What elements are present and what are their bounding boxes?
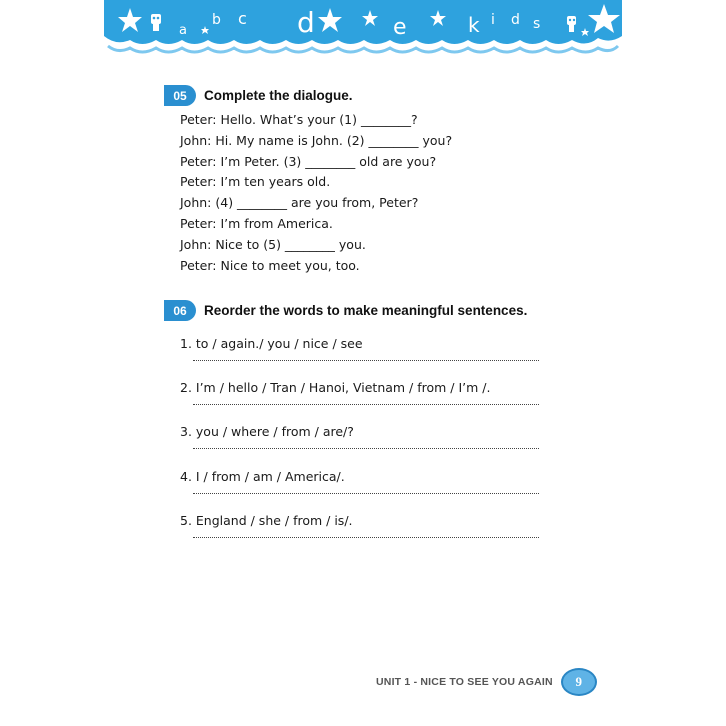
dialogue-line: John: Hi. My name is John. (2) ________ you? — [180, 132, 453, 148]
reorder-item — [180, 467, 491, 511]
banner-letter: c — [238, 9, 247, 28]
reorder-prompt: 3. you / where / from / are/? — [180, 424, 354, 440]
banner-letter: k — [468, 13, 480, 37]
answer-line[interactable] — [193, 360, 539, 361]
banner-letter: b — [212, 12, 221, 28]
reorder-prompt: 5. England / she / from / is/. — [180, 512, 353, 528]
unit-title: UNIT 1 - NICE TO SEE YOU AGAIN — [376, 676, 553, 688]
reorder-item — [180, 511, 491, 555]
banner-wave-line — [108, 46, 618, 52]
section-05-header — [164, 85, 353, 106]
answer-line[interactable] — [193, 493, 539, 494]
dialogue-line: Peter: I’m from America. — [180, 215, 333, 231]
reorder-prompt: 1. to / again./ you / nice / see — [180, 336, 363, 351]
answer-line[interactable] — [193, 404, 539, 405]
banner-letter: i — [491, 12, 495, 28]
section-number-badge: 05 — [164, 85, 196, 106]
answer-line[interactable] — [193, 537, 539, 538]
reorder-item — [180, 422, 491, 466]
section-title: Reorder the words to make meaningful sentences. — [204, 303, 528, 318]
banner-letter: e — [393, 15, 407, 40]
dialogue-line: Peter: I’m ten years old. — [180, 174, 331, 190]
answer-line[interactable] — [193, 448, 539, 449]
reorder-item — [180, 334, 491, 378]
reorder-prompt: 4. I / from / am / America/. — [180, 468, 345, 484]
dialogue-line: Peter: I’m Peter. (3) ________ old are you? — [180, 153, 437, 169]
dialogue-line: John: Nice to (5) ________ you. — [180, 236, 366, 252]
dialogue-list — [180, 110, 452, 276]
banner-letter: a — [179, 23, 187, 38]
dialogue-line: Peter: Hello. What’s your (1) ________? — [180, 112, 418, 127]
banner-letter: d — [297, 6, 315, 39]
banner-letter: s — [533, 16, 541, 32]
page-number: 9 — [561, 668, 597, 696]
section-06-header — [164, 300, 527, 321]
reorder-prompt: 2. I’m / hello / Tran / Hanoi, Vietnam / from / I’m /. — [180, 380, 491, 396]
banner-letter: d — [511, 12, 520, 28]
dialogue-line: John: (4) ________ are you from, Peter? — [180, 195, 419, 211]
dialogue-line: Peter: Nice to meet you, too. — [180, 257, 360, 273]
reorder-list — [180, 334, 491, 555]
header-banner — [0, 0, 726, 70]
reorder-item — [180, 378, 491, 422]
page-footer — [376, 668, 597, 696]
section-title: Complete the dialogue. — [204, 88, 353, 103]
section-number-badge: 06 — [164, 300, 196, 321]
